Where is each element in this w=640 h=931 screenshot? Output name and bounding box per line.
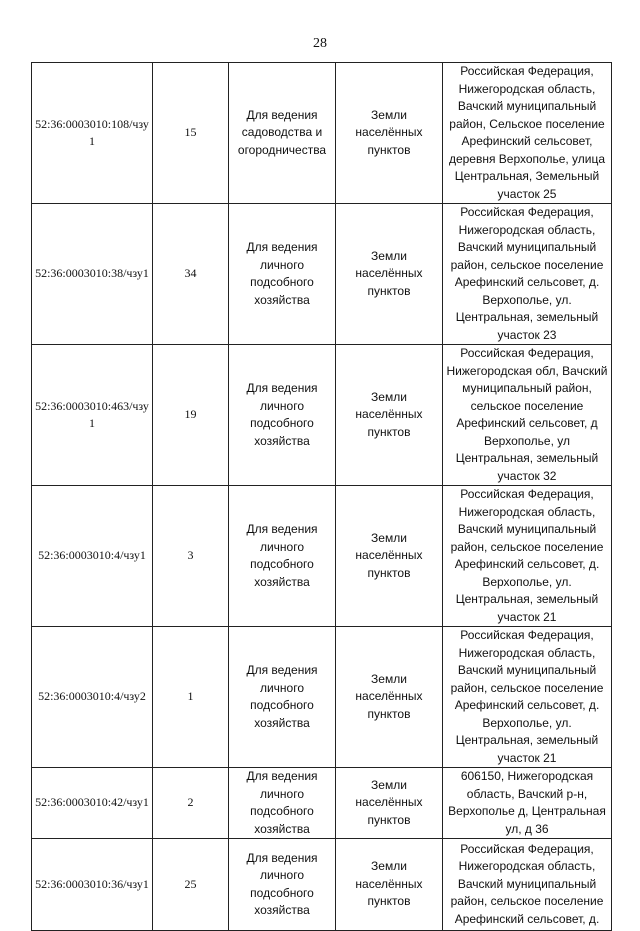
- table-row: [32, 63, 612, 204]
- cadastral-number-cell: 52:36:0003010:42/чзу1: [32, 768, 153, 839]
- land-category-cell: Земли населённых пунктов: [336, 768, 443, 839]
- table-row: [32, 839, 612, 931]
- permitted-use-cell: Для ведения личного подсобного хозяйства: [229, 839, 336, 931]
- area-cell: 34: [153, 204, 229, 345]
- area-cell: 3: [153, 486, 229, 627]
- cadastral-number-cell: 52:36:0003010:108/чзу1: [32, 63, 153, 204]
- land-category-cell: Земли населённых пунктов: [336, 486, 443, 627]
- permitted-use-cell: Для ведения личного подсобного хозяйства: [229, 486, 336, 627]
- land-category-cell: Земли населённых пунктов: [336, 204, 443, 345]
- cadastral-number-cell: 52:36:0003010:38/чзу1: [32, 204, 153, 345]
- permitted-use-cell: Для ведения личного подсобного хозяйства: [229, 204, 336, 345]
- address-cell: Российская Федерация, Нижегородская область, Вачский муниципальный район, сельское поселение Арефинский сельсовет, д.: [443, 839, 612, 931]
- cadastral-number-cell: 52:36:0003010:36/чзу1: [32, 839, 153, 931]
- permitted-use-cell: Для ведения личного подсобного хозяйства: [229, 345, 336, 486]
- area-cell: 15: [153, 63, 229, 204]
- permitted-use-cell: Для ведения личного подсобного хозяйства: [229, 627, 336, 768]
- cadastral-number-cell: 52:36:0003010:4/чзу2: [32, 627, 153, 768]
- cadastral-number-cell: 52:36:0003010:463/чзу1: [32, 345, 153, 486]
- address-cell: Российская Федерация, Нижегородская обл, Вачский муниципальный район, сельское поселение Арефинский сельсовет, д Верхополье, ул Центральная, земельный участок 32: [443, 345, 612, 486]
- address-cell: Российская Федерация, Нижегородская область, Вачский муниципальный район, Сельское поселение Арефинский сельсовет, деревня Верхополье, улица Центральная, Земельный участок 25: [443, 63, 612, 204]
- table-row: [32, 768, 612, 839]
- permitted-use-cell: Для ведения личного подсобного хозяйства: [229, 768, 336, 839]
- land-category-cell: Земли населённых пунктов: [336, 345, 443, 486]
- table-row: [32, 204, 612, 345]
- address-cell: 606150, Нижегородская область, Вачский р-н, Верхополье д, Центральная ул, д 36: [443, 768, 612, 839]
- area-cell: 2: [153, 768, 229, 839]
- land-category-cell: Земли населённых пунктов: [336, 839, 443, 931]
- area-cell: 19: [153, 345, 229, 486]
- address-cell: Российская Федерация, Нижегородская область, Вачский муниципальный район, сельское поселение Арефинский сельсовет, д. Верхополье, ул. Центральная, земельный участок 21: [443, 486, 612, 627]
- table-row: [32, 486, 612, 627]
- address-cell: Российская Федерация, Нижегородская область, Вачский муниципальный район, сельское поселение Арефинский сельсовет, д. Верхополье, ул. Центральная, земельный участок 23: [443, 204, 612, 345]
- land-category-cell: Земли населённых пунктов: [336, 63, 443, 204]
- table-row: [32, 345, 612, 486]
- land-plots-table: [31, 62, 612, 931]
- page-number: 28: [313, 36, 327, 51]
- land-category-cell: Земли населённых пунктов: [336, 627, 443, 768]
- permitted-use-cell: Для ведения садоводства и огородничества: [229, 63, 336, 204]
- address-cell: Российская Федерация, Нижегородская область, Вачский муниципальный район, сельское поселение Арефинский сельсовет, д. Верхополье, ул. Центральная, земельный участок 21: [443, 627, 612, 768]
- area-cell: 25: [153, 839, 229, 931]
- area-cell: 1: [153, 627, 229, 768]
- table-row: [32, 627, 612, 768]
- cadastral-number-cell: 52:36:0003010:4/чзу1: [32, 486, 153, 627]
